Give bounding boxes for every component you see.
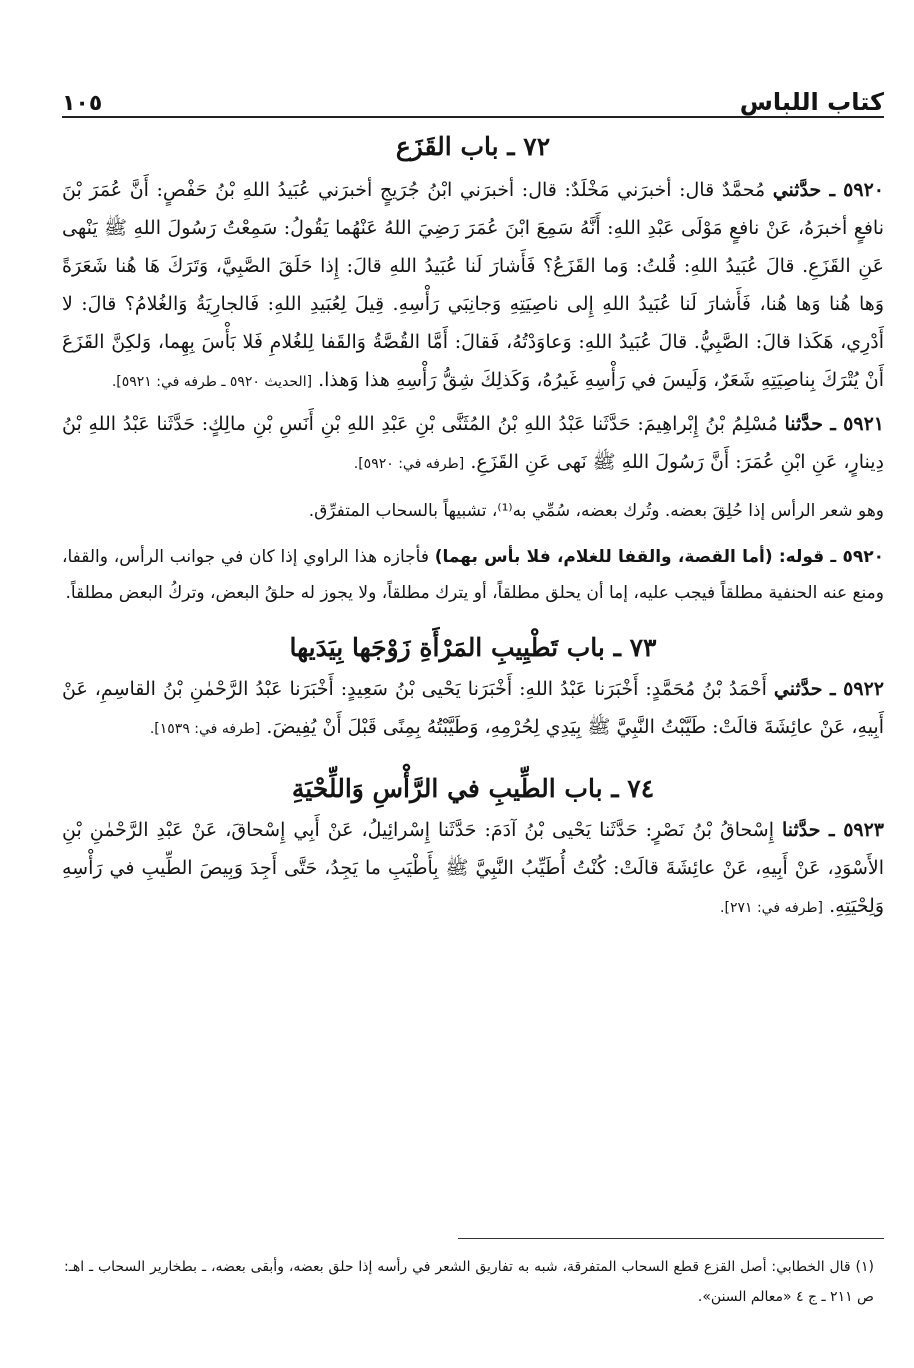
footnote-marker: (١) (855, 1259, 875, 1275)
page (62, 62, 884, 931)
chapter-heading-72: ٧٢ ـ باب القَزَع (395, 132, 551, 161)
cross-reference: [طرفه في: ١٥٣٩]. (149, 721, 261, 737)
page-number: ١٠٥ (62, 91, 103, 116)
cross-reference: [طرفه في: ٥٩٢٠]. (353, 456, 465, 472)
hadith-5921: ٥٩٢١ ـ حدَّثنا مُسْلِمُ بْنُ إِبْراهِيمَ: حَدَّثَنا عَبْدُ اللهِ بْنُ المُثَنَّى بْنِ عَبْدِ اللهِ بْنِ أَنَسِ بْنِ مالِكٍ: حَدَّثَنا عَبْدُ اللهِ بْنُ دِينارٍ، عَنِ ابْنِ عُمَرَ: أَنَّ رَسُولَ اللهِ ﷺ نَهى عَنِ القَزَعِ. [طرفه في: ٥٩٢٠]. (62, 413, 884, 473)
chapter-heading-73: ٧٣ ـ باب تَطْيِيبِ المَرْأَةِ زَوْجَها بِيَدَيها (289, 633, 657, 662)
cross-reference: [الحديث ٥٩٢٠ ـ طرفه في: ٥٩٢١]. (111, 374, 313, 390)
footnote-divider (458, 1238, 884, 1239)
hadith-5920: ٥٩٢٠ ـ حدَّثني مُحمَّدٌ قال: أخبرَني مَخْلَدٌ: قال: أخبرَني ابْنُ جُرَيجٍ أخبرَني عُبَيدُ اللهِ بْنُ حَفْصٍ: أَنَّ عُمَرَ بْنَ نافعٍ أخبرَهُ، عَنْ نافعٍ مَوْلَى عَبْدِ اللهِ: أَنَّهُ سَمِعَ ابْنَ عُمَرَ رَضِيَ اللهُ عَنْهُما يَقُولُ: سَمِعْتُ رَسُولَ اللهِ ﷺ يَنْهى عَنِ القَزَعِ. قالَ عُبَيدُ اللهِ: قُلتُ: وَما القَزَعُ؟ فَأَشارَ لَنا عُبَيدُ اللهِ قالَ: إِذا حَلَقَ الصَّبِيَّ، وَتَرَكَ هَا هُنا شَعَرَةً وَها هُنا وَها هُنا، فَأَشارَ لَنا عُبَيدُ اللهِ إِلى ناصِيَتِهِ وَجانِبَي رَأْسِهِ. قِيلَ لِعُبَيدِ اللهِ: فَالجارِيَةُ وَالغُلامُ؟ قالَ: لا أَدْرِي، هَكَذا قالَ: الصَّبِيُّ. قالَ عُبَيدُ اللهِ: وَعاوَدْتُهُ، فَقالَ: أَمَّا القُصَّةُ وَالقَفا لِلغُلامِ فَلا بَأْسَ بِهِما، وَلكِنَّ القَزَعَ أَنْ يُتْرَكَ بِناصِيَتِهِ شَعَرٌ، وَلَيسَ في رَأْسِهِ غَيرُهُ، وَكَذلِكَ شِقُّ رَأْسِهِ هذا وَهذا. [الحديث ٥٩٢٠ ـ طرفه في: ٥٩٢١]. (62, 179, 884, 391)
running-header (62, 62, 884, 118)
cross-reference: [طرفه في: ٢٧١]. (720, 900, 824, 916)
commentary-qaza: وهو شعر الرأس إذا حُلِقَ بعضه. وتُرك بعضه، سُمِّي به⁽¹⁾، تشبيهاً بالسحاب المتفرِّق. (308, 501, 884, 521)
footnote-text: قال الخطابي: أصل القزع قطع السحاب المتفرقة، شبه به تفاريق الشعر في رأسه إذا حلق بعضه، وأبقى بعضه، ـ بطخارير السحاب ـ اهـ: ص ٢١١ ـ ج ٤ «معالم السنن». (64, 1259, 874, 1305)
book-title: كتاب اللباس (739, 88, 884, 116)
hadith-5923: ٥٩٢٣ ـ حدَّثنا إِسْحاقُ بْنُ نَصْرٍ: حَدَّثَنا يَحْيى بْنُ آدَمَ: حَدَّثَنا إِسْرائِيلُ، عَنْ أَبِي إِسْحاقَ، عَنْ عَبْدِ الرَّحْمٰنِ بْنِ الأَسْوَدِ، عَنْ أَبِيهِ، عَنْ عائِشَةَ قالَتْ: كُنْتُ أُطَيِّبُ النَّبِيَّ ﷺ بِأَطْيَبِ ما يَجِدُ، حَتَّى أَجِدَ وَبِيصَ الطِّيبِ في رَأْسِهِ وَلِحْيَتِهِ. [طرفه في: ٢٧١]. (62, 819, 885, 917)
footnote (64, 1252, 874, 1312)
commentary-5920: ٥٩٢٠ ـ قوله: (أما القصة، والقفا للغلام، فلا بأس بهما) فأجازه هذا الراوي إذا كان في جوانب الرأس، والقفا، ومنع عنه الحنفية مطلقاً فيجب عليه، إما أن يحلق مطلقاً، أو يترك مطلقاً، ولا يجوز له حلقُ البعض، وتركُ البعض مطلقاً. (62, 547, 885, 603)
chapter-heading-74: ٧٤ ـ باب الطِّيبِ في الرَّأْسِ وَاللِّحْيَةِ (291, 774, 655, 803)
hadith-5922: ٥٩٢٢ ـ حدَّثني أَحْمَدُ بْنُ مُحَمَّدٍ: أَخْبَرَنا عَبْدُ اللهِ: أَخْبَرَنا يَحْيى بْنُ سَعِيدٍ: أَخْبَرَنا عَبْدُ الرَّحْمٰنِ بْنُ القاسِمِ، عَنْ أَبِيهِ، عَنْ عائِشَةَ قالَتْ: طَيَّبْتُ النَّبِيَّ ﷺ بِيَدِي لِحُرْمِهِ، وَطَيَّبْتُهُ بِمِنًى قَبْلَ أَنْ يُفِيضَ. [طرفه في: ١٥٣٩]. (62, 678, 884, 738)
